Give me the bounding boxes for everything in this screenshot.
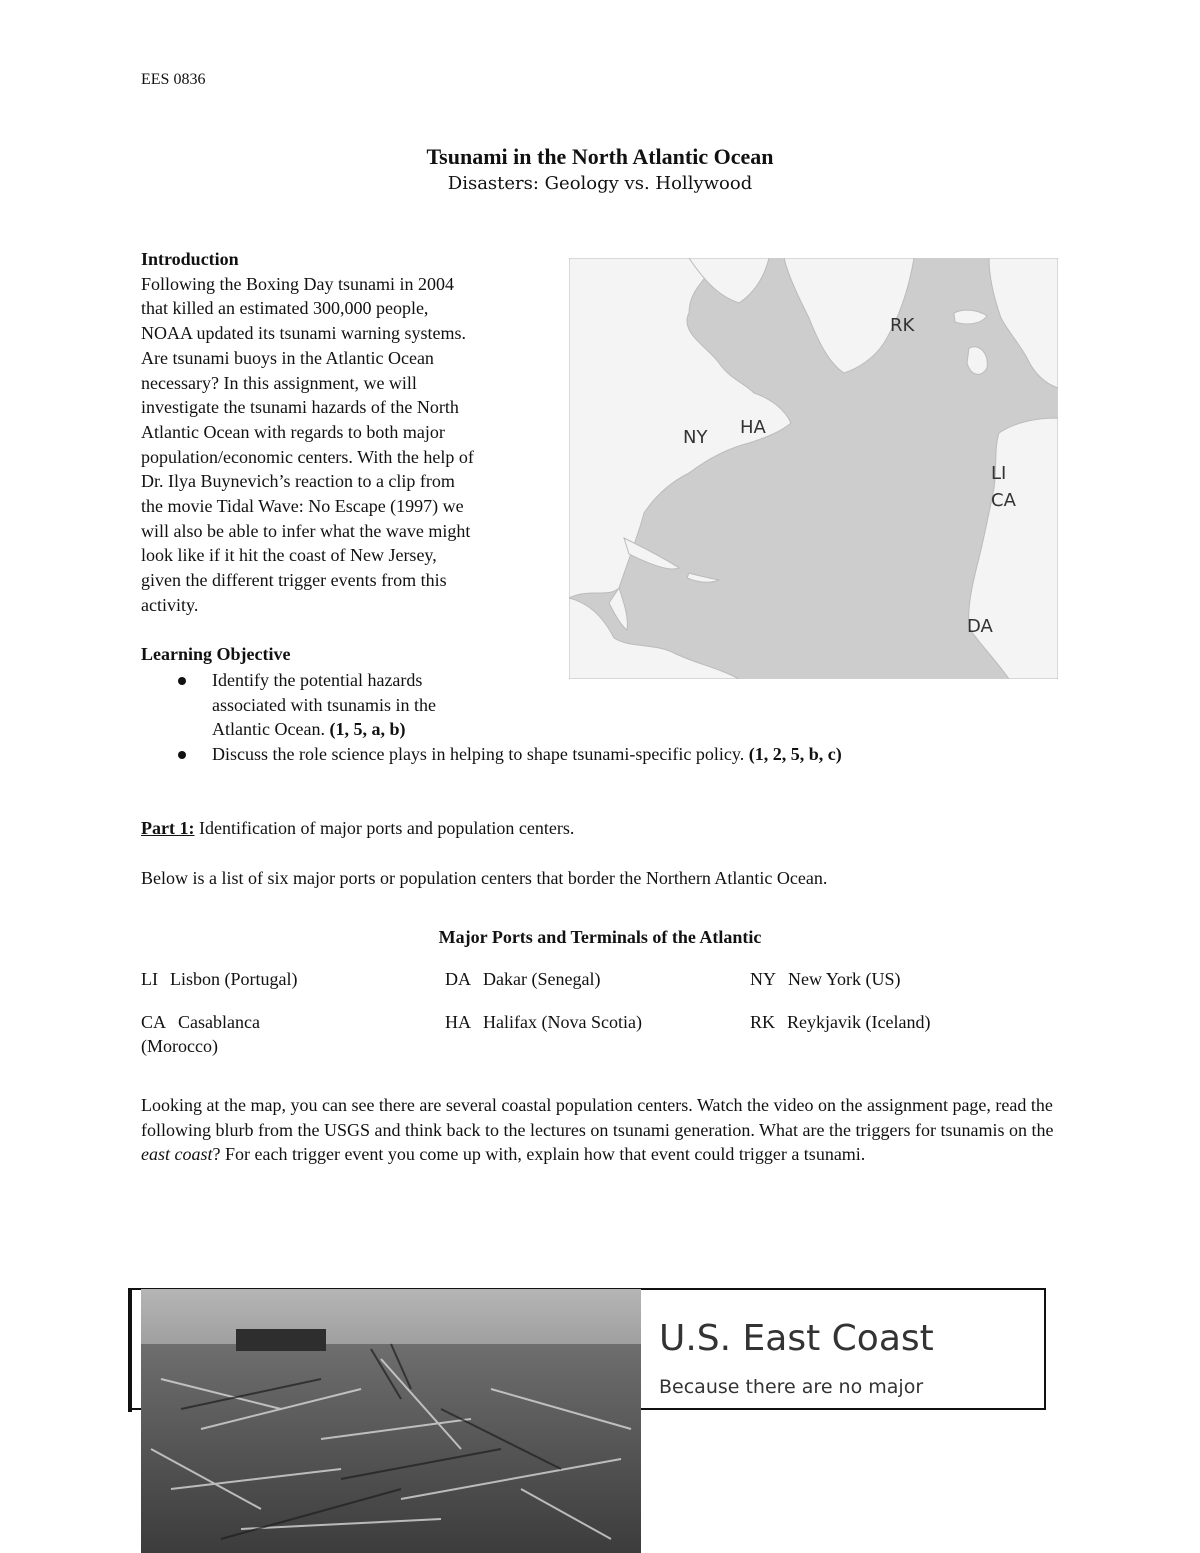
emphasis-text: east coast: [141, 1144, 213, 1165]
introduction-section: [141, 247, 551, 618]
port-code: HA: [445, 1012, 471, 1032]
port-name: New York (US): [788, 969, 901, 989]
port-name-continuation: (Morocco): [141, 1036, 218, 1056]
port-entry: [750, 969, 901, 990]
document-title: Tsunami in the North Atlantic Ocean: [426, 144, 774, 169]
port-name: Halifax (Nova Scotia): [483, 1012, 642, 1032]
port-entry: [445, 969, 600, 990]
port-code: NY: [750, 969, 776, 989]
objective-text-line: Identify the potential hazards: [212, 670, 423, 690]
intro-line: investigate the tsunami hazards of the North: [141, 397, 459, 418]
intro-line: NOAA updated its tsunami warning systems.: [141, 323, 466, 344]
port-code: LI: [141, 969, 158, 989]
bullet-icon: [178, 751, 186, 759]
port-name: Lisbon (Portugal): [170, 969, 298, 989]
intro-line: activity.: [141, 594, 199, 615]
intro-line: Following the Boxing Day tsunami in 2004: [141, 273, 454, 294]
photo-graphic: [141, 1289, 641, 1553]
objective-code: (1, 2, 5, b, c): [748, 744, 842, 765]
port-entry: [750, 1012, 930, 1033]
course-code: EES 0836: [141, 71, 206, 88]
callout-subtitle: Because there are no major: [659, 1376, 924, 1398]
intro-line: the movie Tidal Wave: No Escape (1997) we: [141, 496, 464, 517]
part1-text: Identification of major ports and population centers.: [194, 818, 575, 838]
intro-line: Are tsunami buoys in the Atlantic Ocean: [141, 347, 434, 368]
port-code: DA: [445, 969, 471, 989]
objective-item: [176, 668, 512, 742]
document-subtitle: Disasters: Geology vs. Hollywood: [447, 173, 753, 194]
objective-code: (1, 5, a, b): [329, 719, 406, 740]
intro-line: Atlantic Ocean with regards to both major: [141, 421, 445, 442]
paragraph-text: ? For each trigger event you come up with, explain how that event could trigger a tsunami.: [212, 1144, 866, 1165]
part1-heading: [141, 818, 574, 839]
map-label-ca: CA: [991, 490, 1016, 511]
objective-text-line: Atlantic Ocean.: [212, 719, 325, 740]
map-label-ha: HA: [740, 417, 766, 438]
map-label-li: LI: [991, 463, 1007, 484]
intro-line: given the different trigger events from this: [141, 570, 447, 591]
bullet-icon: [178, 677, 186, 685]
callout-title: U.S. East Coast: [659, 1318, 934, 1359]
port-name: Dakar (Senegal): [483, 969, 601, 989]
port-entry: [445, 1012, 642, 1033]
north-atlantic-map: [569, 258, 1058, 679]
learning-objective-heading: Learning Objective: [141, 644, 291, 664]
port-entry: [141, 969, 298, 990]
intro-line: Dr. Ilya Buynevich’s reaction to a clip from: [141, 471, 455, 492]
objective-text: Discuss the role science plays in helping to shape tsunami-specific policy.: [212, 744, 745, 765]
objective-list: [176, 668, 1056, 767]
port-code: RK: [750, 1012, 776, 1032]
callout-box-edge: [128, 1288, 132, 1412]
map-label-da: DA: [967, 616, 993, 637]
paragraph-text: Looking at the map, you can see there are several coastal population centers. Watch the video on the assignment page, read the following blurb from the USGS and think back to the lectures on tsunami generation. What are the triggers for tsunamis on the: [141, 1095, 1054, 1140]
intro-line: look like if it hit the coast of New Jersey,: [141, 545, 437, 566]
port-name: Casablanca: [178, 1012, 260, 1032]
intro-line: necessary? In this assignment, we will: [141, 372, 417, 393]
intro-line: population/economic centers. With the help of: [141, 446, 474, 467]
map-label-rk: RK: [890, 315, 915, 336]
introduction-heading: Introduction: [141, 249, 239, 269]
port-entry: [141, 1012, 260, 1033]
port-name: Reykjavik (Iceland): [787, 1012, 931, 1032]
tsunami-debris-photo: [141, 1289, 641, 1553]
ports-table-title: Major Ports and Terminals of the Atlantic: [438, 927, 762, 947]
map-label-ny: NY: [683, 427, 708, 448]
intro-line: will also be able to infer what the wave might: [141, 520, 471, 541]
part1-label: Part 1:: [141, 818, 195, 838]
objective-item: [176, 742, 1056, 767]
ports-intro-text: Below is a list of six major ports or population centers that border the Northern Atlantic Ocean.: [141, 868, 828, 888]
objective-text-line: associated with tsunamis in the: [212, 694, 436, 715]
port-code: CA: [141, 1012, 167, 1032]
intro-line: that killed an estimated 300,000 people,: [141, 298, 429, 319]
trigger-question-paragraph: [141, 1093, 1061, 1167]
